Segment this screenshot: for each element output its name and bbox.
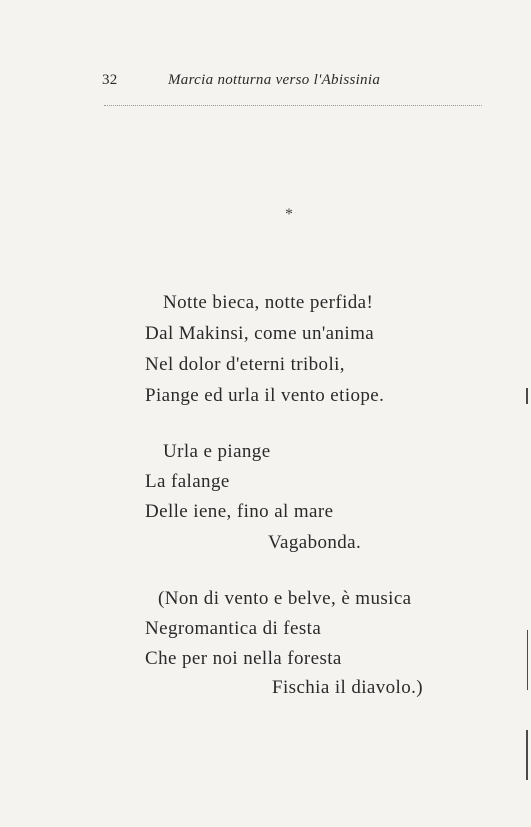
running-title: Marcia notturna verso l'Abissinia <box>168 72 381 88</box>
verse-line: Piange ed urla il vento etiope. <box>145 385 385 406</box>
verse-line: Vagabonda. <box>268 532 362 553</box>
verse-line: Notte bieca, notte perfida! <box>163 292 374 313</box>
verse-line: Dal Makinsi, come un'anima <box>145 323 375 344</box>
header-rule <box>104 105 482 106</box>
verse-line: Negromantica di festa <box>145 618 322 639</box>
verse-line: Nel dolor d'eterni triboli, <box>145 354 345 375</box>
section-asterism: * <box>285 206 293 223</box>
verse-line: Urla e piange <box>163 441 271 462</box>
verse-line: Delle iene, fino al mare <box>145 501 334 522</box>
page-number: 32 <box>102 72 118 88</box>
scan-edge-mark <box>526 388 528 404</box>
scan-edge-mark <box>527 630 528 690</box>
verse-line: Fischia il diavolo.) <box>272 677 424 698</box>
verse-line: La falange <box>145 471 230 492</box>
verse-line: Che per noi nella foresta <box>145 648 342 669</box>
verse-line: (Non di vento e belve, è musica <box>158 588 412 609</box>
scan-edge-mark <box>526 730 528 780</box>
